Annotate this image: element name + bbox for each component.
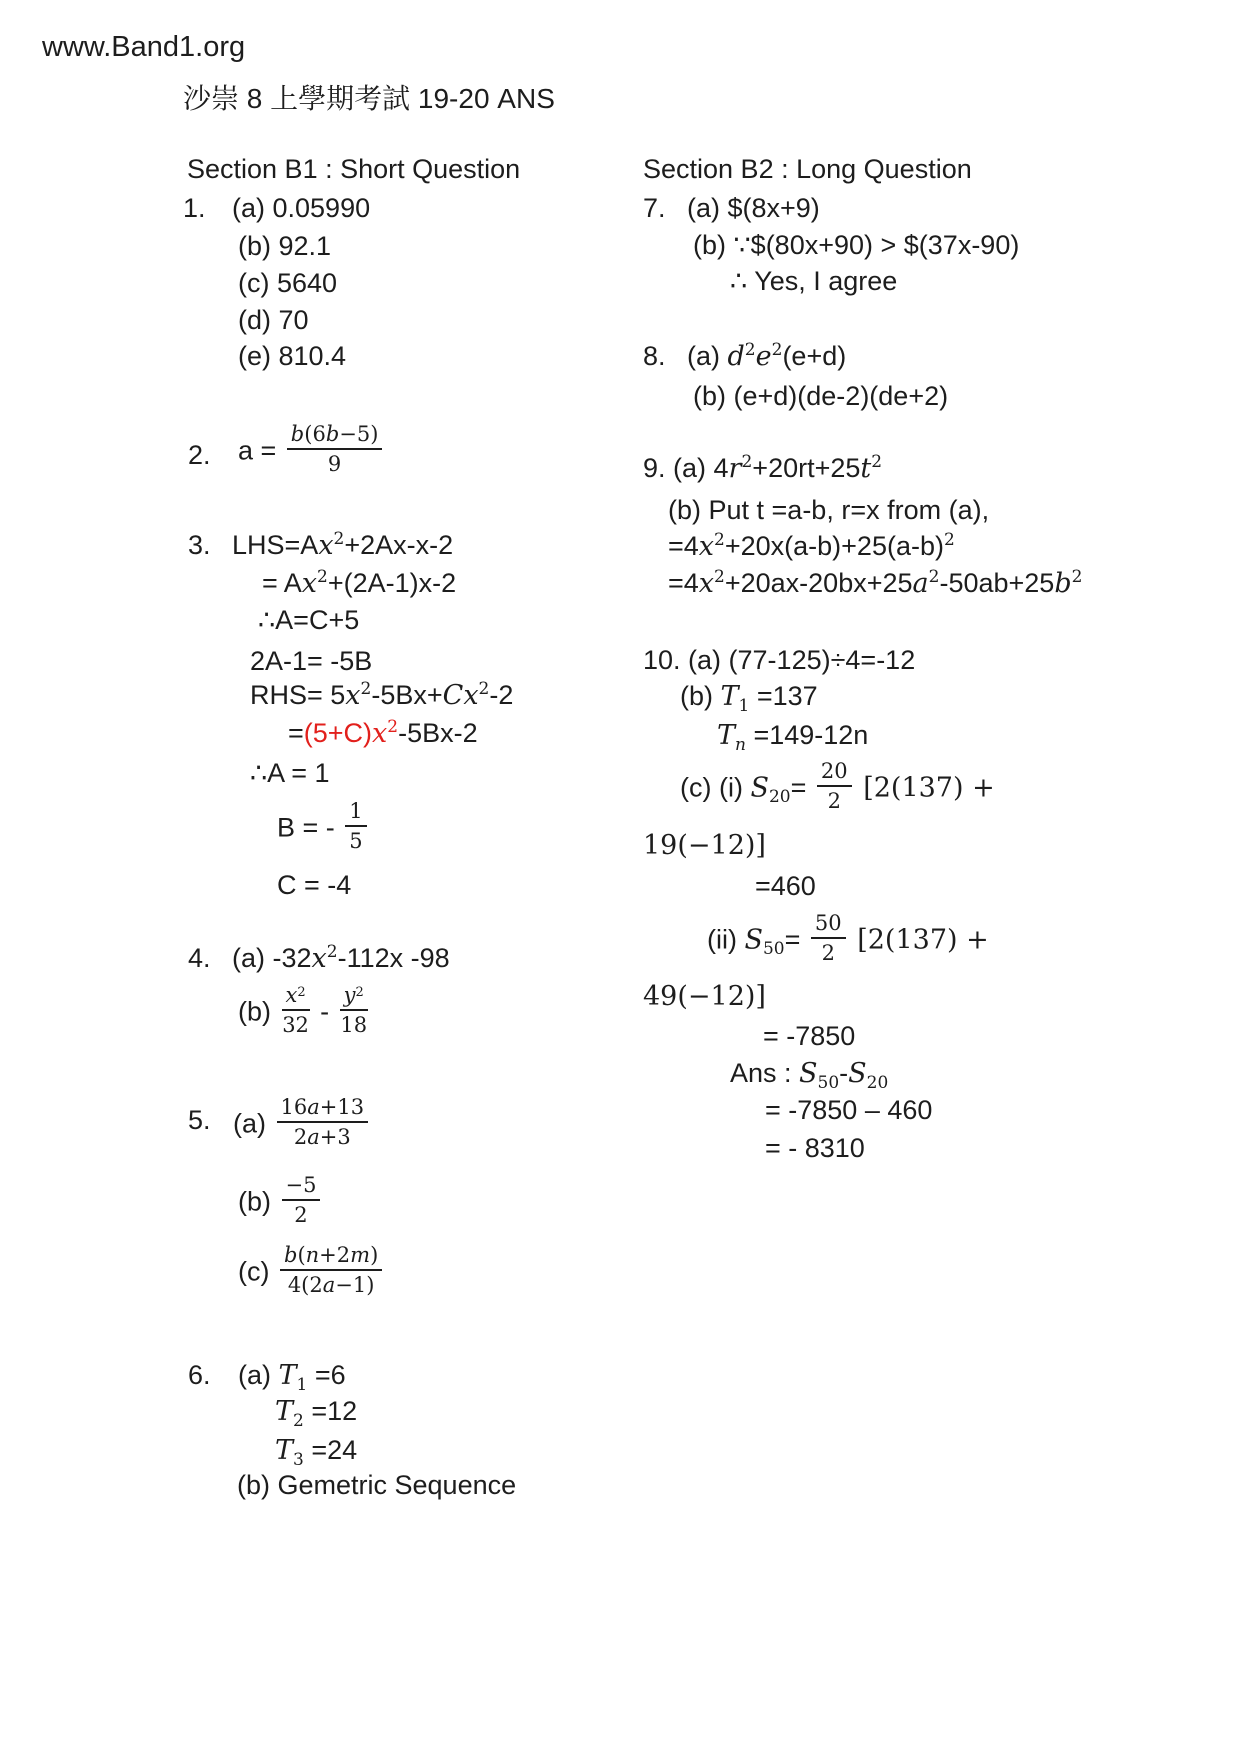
q3-line-3: ∴A=C+5 <box>258 605 360 635</box>
q1-answer-d: (d) 70 <box>238 305 309 335</box>
q6-line-1: (a) $T_1 =6$ <box>238 1360 346 1395</box>
q5-number: 5. <box>188 1105 211 1135</box>
q6-line-2: $T_2 =12$ <box>275 1396 358 1431</box>
section-b2-header: Section B2 : Long Question <box>643 154 972 184</box>
q3-line-4: 2A-1= -5B <box>250 646 373 676</box>
q3-line-6: $=(5+C)x^2-5Bx-2$ <box>288 717 478 749</box>
q10-line-7: (ii) $S_{50}=$ $\frac{50}{2}$ [2(137) + <box>707 911 989 966</box>
q10-line-2: (b) $T_1 =137$ <box>680 681 818 716</box>
q5-answer-a: (a) $\frac{16a+13}{2a+3}$ <box>233 1098 371 1152</box>
q9-line-4: $=4x^2+20ax-20bx+25a^2-50ab+25b^2$ <box>668 567 1083 599</box>
q2-answer: a = $\frac{b(6b-5)}{9}$ <box>238 425 385 479</box>
q10-line-9: = -7850 <box>763 1021 856 1051</box>
fraction: $\frac{50}{2}$ <box>811 911 846 965</box>
q1-answer-c: (c) 5640 <box>238 268 338 298</box>
q2-number: 2. <box>188 440 211 470</box>
q1-number: 1. <box>183 193 206 223</box>
q5-answer-c: (c) $\frac{b(n+2m)}{4(2a-1)}$ <box>238 1246 385 1300</box>
q10-line-4: (c) (i) $S_{20}=$ $\frac{20}{2}$ [2(137) + <box>680 759 995 814</box>
q5-answer-b: (b) $\frac{-5}{2}$ <box>238 1176 323 1230</box>
q3-line-7: ∴A = 1 <box>250 758 330 788</box>
q10-line-10: Ans : $S_{50}-S_{20}$ <box>730 1058 889 1093</box>
q7-answer-b-line-1: (b) ∵$(80x+90) > $(37x-90) <box>693 230 1020 260</box>
fraction: $\frac{b(n+2m)}{4(2a-1)}$ <box>280 1243 382 1297</box>
fraction: $\frac{x^2}{32}$ <box>282 983 309 1038</box>
q6-answer-b: (b) Gemetric Sequence <box>237 1470 517 1500</box>
q9-line-2: (b) Put t =a-b, r=x from (a), <box>668 495 990 525</box>
q8-answer-a: (a) $d^2e^2(e+d)$ <box>687 340 847 372</box>
q8-answer-b: (b) (e+d)(de-2)(de+2) <box>693 381 949 411</box>
q1-answer-a: (a) 0.05990 <box>232 193 371 223</box>
q4-answer-b: (b) $\frac{x^2}{32}$ - $\frac{y^2}{18}$ <box>238 983 368 1038</box>
fraction: $\frac{y^2}{18}$ <box>340 983 368 1038</box>
q7-answer-b-line-2: ∴ Yes, I agree <box>730 266 898 296</box>
section-b1-header: Section B1 : Short Question <box>187 154 521 184</box>
q10-line-12: = - 8310 <box>765 1133 865 1163</box>
q3-line-1: $LHS=Ax^2+2Ax-x-2$ <box>232 529 454 561</box>
fraction: $\frac{16a+13}{2a+3}$ <box>277 1095 369 1149</box>
fraction: $\frac{-5}{2}$ <box>282 1173 321 1227</box>
q10-line-6: =460 <box>755 871 816 901</box>
page-title: 沙崇 8 上學期考試 19-20 ANS <box>183 83 555 114</box>
q3-number: 3. <box>188 530 211 560</box>
q7-answer-a: (a) $(8x+9) <box>687 193 820 223</box>
q1-answer-b: (b) 92.1 <box>238 231 332 261</box>
q10-line-5: 19(−12)] <box>643 830 766 861</box>
fraction: $\frac{1}{5}$ <box>345 799 366 853</box>
q10-line-8: 49(−12)] <box>643 981 766 1012</box>
q3-line-8: B = - $\frac{1}{5}$ <box>277 802 370 856</box>
q4-number: 4. <box>188 943 211 973</box>
q1-answer-e: (e) 810.4 <box>238 341 347 371</box>
q7-number: 7. <box>643 193 666 223</box>
q10-line-1: 10. (a) (77-125)÷4=-12 <box>643 645 916 675</box>
site-url: www.Band1.org <box>42 31 246 63</box>
q10-line-3: $T_n =149-12n$ <box>717 720 869 755</box>
q6-line-3: $T_3 =24$ <box>275 1435 358 1470</box>
q3-line-2: = $Ax^2+(2A-1)x-2$ <box>262 567 457 599</box>
q4-answer-a: (a) $-32x^2-112x$ -98 <box>232 942 450 974</box>
q9-line-3: $=4x^2+20x(a-b)+25(a-b)^2$ <box>668 530 955 562</box>
q6-number: 6. <box>188 1360 211 1390</box>
fraction: $\frac{b(6b-5)}{9}$ <box>287 422 383 476</box>
fraction: $\frac{20}{2}$ <box>817 759 852 813</box>
q10-line-11: = -7850 – 460 <box>765 1095 933 1125</box>
q8-number: 8. <box>643 341 666 371</box>
q3-line-5: $RHS= 5x^2-5Bx+Cx^2-2$ <box>250 679 514 711</box>
q9-line-1: 9. (a) $4r^2+20rt+25t^2$ <box>643 452 883 484</box>
q3-line-9: C = -4 <box>277 870 352 900</box>
